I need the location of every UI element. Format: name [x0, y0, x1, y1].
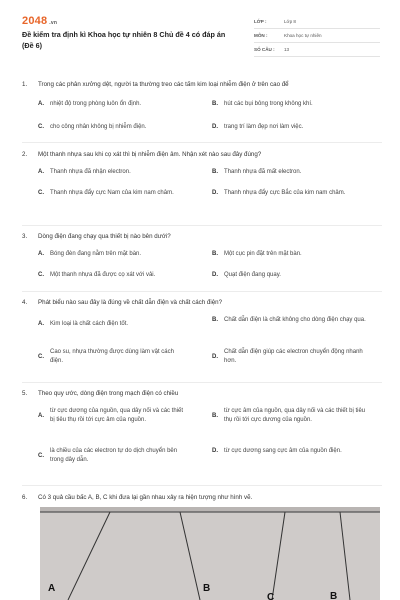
count-value: 13: [284, 47, 290, 52]
class-label: LỚP :: [254, 19, 267, 24]
divider: [22, 485, 382, 486]
option-text: Chất dẫn điện giúp các electron chuyển động nhanh hơn.: [224, 349, 363, 364]
option-a[interactable]: [38, 320, 194, 329]
divider: [22, 291, 382, 292]
question-text: Dòng điện đang chạy qua thiết bị nào bên dưới?: [38, 233, 171, 240]
option-letter: D.: [212, 272, 218, 278]
option-d[interactable]: [212, 271, 368, 280]
option-d[interactable]: [212, 123, 368, 132]
question-4: [22, 298, 382, 364]
option-text: Thanh nhựa đẩy cực Bắc của kim nam châm.: [224, 190, 346, 196]
option-text: Kim loại là chất cách điện tốt.: [50, 321, 129, 327]
option-letter: A.: [38, 251, 44, 257]
question-number: 5.: [22, 390, 28, 397]
option-letter: B.: [212, 251, 218, 257]
option-text: cho công nhân không bị nhiễm điện.: [50, 124, 147, 130]
question-text: Một thanh nhựa sau khi cọ xát thì bị nhiễm điện âm. Nhận xét nào sau đây đúng?: [38, 151, 262, 158]
count-label: SỐ CÂU :: [254, 47, 275, 52]
option-letter: B.: [212, 317, 218, 323]
option-d[interactable]: [212, 348, 368, 366]
document-header: [0, 0, 400, 70]
option-text: hút các bụi bông trong không khí.: [224, 101, 313, 107]
option-text: trang trí làm đẹp nơi làm việc.: [224, 124, 304, 130]
divider: [22, 382, 382, 383]
option-text: nhiệt độ trong phòng luôn ổn định.: [50, 101, 142, 107]
option-text: Thanh nhựa đã mất electron.: [224, 169, 302, 175]
option-text: Quạt điện đang quay.: [224, 272, 281, 278]
question-number: 6.: [22, 494, 28, 501]
option-letter: B.: [212, 169, 218, 175]
question-2: [22, 150, 382, 196]
question-text: Theo quy ước, dòng điện trong mạch điện có chiều: [38, 390, 179, 397]
logo-sub: .vn: [49, 20, 58, 26]
option-letter: C.: [38, 353, 44, 360]
subject-label: MÔN :: [254, 33, 268, 38]
option-d[interactable]: [212, 447, 358, 456]
option-letter: C.: [38, 272, 44, 278]
info-row-count: [254, 43, 380, 57]
option-letter: D.: [212, 190, 218, 196]
option-c[interactable]: [38, 348, 182, 366]
option-d[interactable]: [212, 189, 352, 198]
label-a: A: [48, 583, 56, 594]
option-text: từ cực dương của nguồn, qua dây nối và các thiết bị tiêu thụ rồi tới cực âm của nguồn.: [50, 408, 184, 423]
option-text: Chất dẫn điện là chất không cho dòng điện chạy qua.: [224, 317, 366, 323]
figure-drawing: [40, 507, 380, 600]
option-letter: C.: [38, 452, 44, 459]
option-letter: A.: [38, 169, 44, 175]
option-c[interactable]: [38, 271, 194, 280]
option-letter: A.: [38, 101, 44, 107]
question-number: 1.: [22, 81, 28, 88]
logo-main: 2048: [22, 15, 48, 27]
option-letter: A.: [38, 412, 44, 419]
option-text: từ cực âm của nguồn, qua dây nối và các thiết bị tiêu thụ rồi tới cực dương của nguồn.: [224, 408, 366, 423]
option-letter: D.: [212, 124, 218, 130]
question-1: [22, 80, 382, 130]
option-b[interactable]: [212, 250, 368, 259]
question-5: [22, 389, 382, 463]
question-number: 2.: [22, 151, 28, 158]
info-table: [254, 15, 380, 57]
question-text: Trong các phân xưởng dệt, người ta thường treo các tấm kim loại nhiễm điện ở trên cao để: [38, 81, 289, 88]
option-c[interactable]: [38, 189, 178, 198]
option-b[interactable]: [212, 100, 368, 109]
option-letter: C.: [38, 124, 44, 130]
question-text: Có 3 quả cầu bấc A, B, C khi đưa lại gần nhau xảy ra hiện tượng như hình vẽ.: [38, 494, 253, 501]
option-letter: C.: [38, 190, 44, 196]
question-3: [22, 232, 382, 278]
label-b2: B: [330, 591, 338, 600]
option-c[interactable]: [38, 123, 194, 132]
question-number: 4.: [22, 299, 28, 306]
option-letter: D.: [212, 353, 218, 360]
option-letter: A.: [38, 321, 44, 327]
option-text: Bóng đèn đang nằm trên mặt bàn.: [50, 251, 142, 257]
option-a[interactable]: [38, 168, 194, 177]
option-b[interactable]: [212, 407, 374, 425]
info-row-subject: [254, 29, 380, 43]
option-b[interactable]: [212, 168, 368, 177]
document-title: Đề kiểm tra định kì Khoa học tự nhiên 8 Chủ đề 4 có đáp án (Đề 6): [22, 30, 226, 50]
question-text: Phát biểu nào sau đây là đúng về chất dẫn điện và chất cách điện?: [38, 299, 223, 306]
subject-value: Khoa học tự nhiên: [284, 33, 322, 38]
divider: [22, 225, 382, 226]
option-letter: B.: [212, 101, 218, 107]
option-text: Một thanh nhựa đã được cọ xát với vải.: [50, 272, 156, 278]
option-text: từ cực dương sang cực âm của nguồn điện.: [224, 448, 342, 454]
option-text: là chiều của các electron tự do dịch chuyển bên trong dây dẫn.: [50, 448, 178, 463]
pith-balls-figure: [40, 507, 380, 600]
question-6: [22, 493, 382, 502]
option-text: Thanh nhựa đã nhận electron.: [50, 169, 131, 175]
option-letter: B.: [212, 412, 218, 419]
info-row-class: [254, 15, 380, 29]
option-a[interactable]: [38, 250, 194, 259]
option-text: Cao su, nhựa thường được dùng làm vật cách điện.: [50, 349, 174, 364]
option-text: Thanh nhựa đẩy cực Nam của kim nam châm.: [50, 190, 174, 196]
option-b[interactable]: [212, 316, 368, 325]
class-value: Lớp 8: [284, 19, 296, 24]
option-a[interactable]: [38, 407, 188, 425]
site-logo[interactable]: [22, 15, 57, 27]
option-letter: D.: [212, 448, 218, 454]
option-text: Một cục pin đặt trên mặt bàn.: [224, 251, 302, 257]
option-a[interactable]: [38, 100, 194, 109]
label-c: C: [267, 592, 275, 600]
question-number: 3.: [22, 233, 28, 240]
divider: [22, 142, 382, 143]
label-b: B: [203, 583, 211, 594]
option-c[interactable]: [38, 447, 180, 465]
